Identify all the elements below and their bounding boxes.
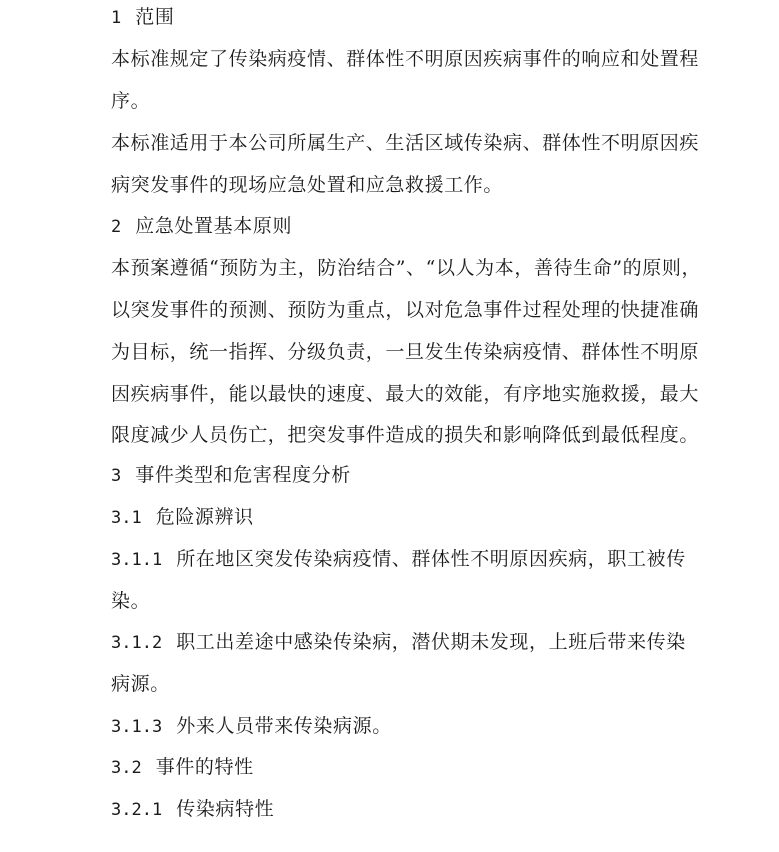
paragraph-line: 病源。 [111,673,170,695]
heading-text: 范围 [135,6,175,28]
heading-3 [111,463,351,488]
item-text: 职工出差途中感染传染病，潜伏期未发现，上班后带来传染 [176,631,686,653]
paragraph-line: 本标准规定了传染病疫情、群体性不明原因疾病事件的响应和处置程 [111,48,700,70]
paragraph-line: 为目标，统一指挥、分级负责，一旦发生传染病疫情、群体性不明原 [111,341,700,363]
item-text: 所在地区突发传染病疫情、群体性不明原因疾病，职工被传 [176,548,686,570]
heading-text: 危险源辨识 [155,506,254,528]
paragraph-line: 限度减少人员伤亡，把突发事件造成的损失和影响降低到最低程度。 [111,424,700,446]
heading-1 [111,5,174,30]
item-3-1-2 [111,630,686,655]
paragraph-line: 序。 [111,90,151,112]
section-number: 3.1.3 [111,717,163,737]
heading-3-2 [111,755,254,780]
heading-text: 应急处置基本原则 [135,215,293,237]
paragraph-line: 因疾病事件，能以最快的速度、最大的效能，有序地实施救援，最大 [111,383,700,405]
section-number: 3.2.1 [111,800,163,820]
section-number: 1 [111,8,122,28]
section-number: 3 [111,466,122,486]
paragraph-line: 病突发事件的现场应急处置和应急救援工作。 [111,174,504,196]
item-3-1-1 [111,547,686,572]
section-number: 3.2 [111,758,142,778]
section-number: 3.1.2 [111,633,163,653]
heading-2 [111,214,292,239]
heading-text: 事件的特性 [155,756,254,778]
paragraph-line: 本标准适用于本公司所属生产、生活区域传染病、群体性不明原因疾 [111,132,700,154]
paragraph-line: 本预案遵循“预防为主，防治结合”、“以人为本，善待生命”的原则， [111,257,702,279]
paragraph-line: 染。 [111,590,151,612]
item-text: 传染病特性 [176,798,275,820]
paragraph-line: 以突发事件的预测、预防为重点，以对危急事件过程处理的快捷准确 [111,299,700,321]
item-text: 外来人员带来传染病源。 [176,715,392,737]
item-3-1-3 [111,714,392,739]
item-3-2-1 [111,797,274,822]
section-number: 3.1 [111,508,142,528]
heading-text: 事件类型和危害程度分析 [135,464,351,486]
section-number: 2 [111,217,122,237]
heading-3-1 [111,505,254,530]
section-number: 3.1.1 [111,550,163,570]
